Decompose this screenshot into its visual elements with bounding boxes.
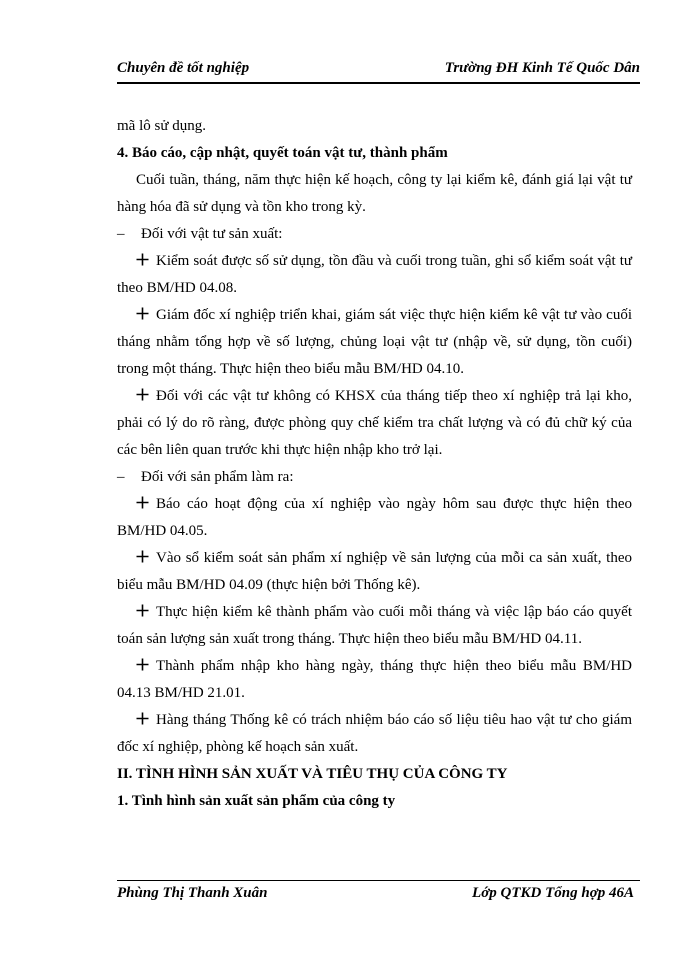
plus-item — [117, 383, 632, 464]
plus-item — [117, 302, 632, 383]
document-body — [117, 113, 632, 815]
plus-item-text: Báo cáo hoạt động của xí nghiệp vào ngày hôm sau được thực hiện theo BM/HD 04.05. — [117, 496, 632, 539]
dash-item — [117, 464, 632, 491]
plus-item-text: Kiểm soát được số sử dụng, tồn đầu và cuối trong tuần, ghi sổ kiểm soát vật tư theo BM/HD 04.08. — [117, 253, 632, 296]
plus-item-text: Giám đốc xí nghiệp triển khai, giám sát việc thực hiện kiểm kê vật tư vào cuối tháng nhằm tổng hợp về số lượng, chủng loại vật tư (nhập về, sử dụng, tồn cuối) trong một tháng. Thực hiện theo biểu mẫu BM/HD 04.10. — [117, 307, 632, 377]
footer-right-text: Lớp QTKD Tổng hợp 46A — [472, 885, 634, 901]
paragraph-intro: Cuối tuần, tháng, năm thực hiện kế hoạch, công ty lại kiểm kê, đánh giá lại vật tư hàng hóa đã sử dụng và tồn kho trong kỳ. — [117, 172, 632, 215]
plus-item — [117, 248, 632, 302]
plus-item — [117, 707, 632, 761]
dash-bullet: – — [117, 469, 125, 485]
dash-item-text: Đối với sản phẩm làm ra: — [141, 469, 294, 485]
section-heading-1: 1. Tình hình sản xuất sản phẩm của công ty — [117, 793, 396, 809]
plus-item-text: Hàng tháng Thống kê có trách nhiệm báo cáo số liệu tiêu hao vật tư cho giám đốc xí nghiệp, phòng kế hoạch sản xuất. — [117, 712, 632, 755]
plus-item-text: Thực hiện kiểm kê thành phẩm vào cuối mỗi tháng và việc lập báo cáo quyết toán sản lượng sản xuất trong tháng. Thực hiện theo biểu mẫu BM/HD 04.11. — [117, 604, 632, 647]
plus-item — [117, 545, 632, 599]
dash-item-text: Đối với vật tư sản xuất: — [141, 226, 283, 242]
plus-icon — [136, 599, 156, 626]
dash-item — [117, 221, 632, 248]
plus-icon — [136, 707, 156, 734]
paragraph-continuation: mã lô sử dụng. — [117, 118, 206, 134]
header-right-text: Trường ĐH Kinh Tế Quốc Dân — [444, 60, 640, 76]
plus-item — [117, 599, 632, 653]
plus-icon — [136, 248, 156, 275]
plus-item-text: Vào sổ kiểm soát sản phẩm xí nghiệp về sản lượng của mỗi ca sản xuất, theo biểu mẫu BM/HD 04.09 (thực hiện bởi Thống kê). — [117, 550, 632, 593]
plus-icon — [136, 491, 156, 518]
dash-bullet: – — [117, 226, 125, 242]
page-footer — [117, 880, 640, 907]
plus-icon — [136, 545, 156, 572]
plus-icon — [136, 653, 156, 680]
section-heading-II: II. TÌNH HÌNH SẢN XUẤT VÀ TIÊU THỤ CỦA CÔNG TY — [117, 766, 508, 782]
header-left-text: Chuyên đề tốt nghiệp — [117, 60, 250, 76]
plus-icon — [136, 383, 156, 410]
plus-item-text: Thành phẩm nhập kho hàng ngày, tháng thực hiện theo biểu mẫu BM/HD 04.13 BM/HD 21.01. — [117, 658, 632, 701]
plus-item — [117, 653, 632, 707]
footer-left-text: Phùng Thị Thanh Xuân — [117, 885, 268, 901]
section-heading-4: 4. Báo cáo, cập nhật, quyết toán vật tư, thành phẩm — [117, 145, 448, 161]
plus-icon — [136, 302, 156, 329]
page-header — [117, 60, 640, 84]
plus-item-text: Đối với các vật tư không có KHSX của tháng tiếp theo xí nghiệp trả lại kho, phải có lý do rõ ràng, được phòng quy chế kiểm tra chất lượng và có đủ chữ ký của các bên liên quan trước khi thực hiện nhập kho trở lại. — [117, 388, 632, 458]
plus-item — [117, 491, 632, 545]
